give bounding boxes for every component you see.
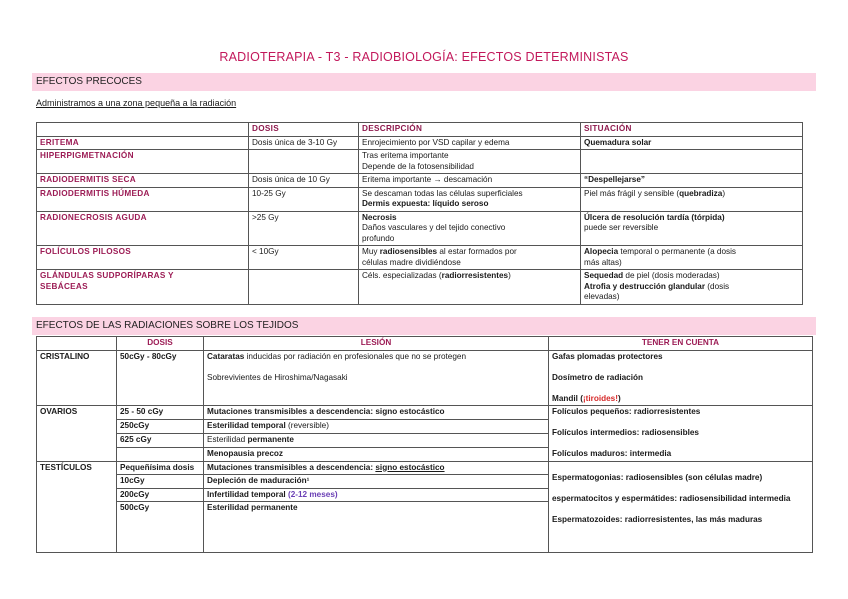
row-descripcion [359,211,581,246]
header-lesion: LESIÓN [204,337,549,351]
row-dosis: 25 - 50 cGy [117,406,204,420]
row-situacion [581,270,803,305]
row-situacion: “Despellejarse” [581,174,803,188]
table-row [37,270,803,305]
lesion-text: inducidas por radiación en profesionales que no se protegen [244,351,466,361]
table-row [37,136,803,150]
page-title: RADIOTERAPIA - T3 - RADIOBIOLOGÍA: EFECTOS DETERMINISTAS [219,50,629,64]
row-name: RADIODERMITIS HÚMEDA [37,187,249,211]
row-tener [549,350,813,406]
row-dosis: 200cGy [117,488,204,502]
header-empty [37,337,117,351]
desc-bold: radiorresistentes [441,271,509,280]
row-descripcion: Eritema importante → descamación [359,174,581,188]
sit-text: de piel (dosis moderadas) [623,271,720,280]
lesion-text: (reversible) [285,420,329,430]
lesion-bold: permanente [247,434,294,444]
row-name: HIPERPIGMETNACIÓN [37,150,249,174]
sit-line [584,247,799,258]
sit-line: elevadas) [584,292,620,301]
spacer [207,383,545,394]
sit-text: (dosis [705,281,730,291]
row-lesion [204,419,549,433]
spacer [552,362,809,373]
tener-line: Folículos intermedios: radiosensibles [552,428,699,437]
table-row-ovarios [37,406,813,420]
row-name: FOLÍCULOS PILOSOS [37,246,249,270]
row-lesion: Depleción de maduración¹ [204,475,549,489]
header-descripcion: DESCRIPCIÓN [359,123,581,137]
tener-line: Espermatozoides: radiorresistentes, las más maduras [552,515,763,524]
sit-bold: Atrofia y destrucción glandular [584,281,706,291]
row-name: RADIONECROSIS AGUDA [37,211,249,246]
name-line: SEBÁCEAS [40,281,88,291]
table-row [37,187,803,211]
row-situacion: Quemadura solar [581,136,803,150]
row-name [37,270,249,305]
desc-text: Muy [362,247,380,256]
row-tener [549,406,813,462]
lesion-bold: Infertilidad temporal [207,489,288,499]
spacer [552,418,809,429]
section-heading-efectos-precoces: EFECTOS PRECOCES [32,73,816,91]
lesion-purple: (2-12 meses) [287,489,338,499]
table-row [37,246,803,270]
sit-text: Piel más frágil y sensible ( [584,188,680,198]
row-descripcion [359,150,581,174]
desc-line: profundo [362,233,395,243]
lesion-bold: Mutaciones transmisibles a descendencia: [207,462,376,472]
table-row [37,150,803,174]
desc-bold: radiosensibles [379,247,438,256]
row-name: RADIODERMITIS SECA [37,174,249,188]
row-dosis: >25 Gy [249,211,359,246]
row-dosis: 500cGy [117,502,204,553]
row-dosis: 10cGy [117,475,204,489]
desc-line: Dermis expuesta: líquido seroso [362,199,489,208]
row-descripcion [359,246,581,270]
header-empty [37,123,249,137]
row-name: CRISTALINO [37,350,117,406]
desc-line: Necrosis [362,212,397,222]
desc-line [362,247,577,258]
row-dosis [117,447,204,461]
tejidos-table [36,336,813,553]
sit-line [584,271,799,282]
lesion-bold: Esterilidad temporal [207,420,286,430]
spacer [552,484,809,495]
lesion-line [207,352,545,363]
sit-line: más altas) [584,257,622,267]
name-line: GLÁNDULAS SUDPORÍPARAS Y [40,271,174,280]
table-header-row [37,337,813,351]
table-row-testiculos [37,461,813,475]
spacer [552,383,809,394]
sit-bold: Alopecia [584,247,619,256]
tener-line: Gafas plomadas protectores [552,351,663,361]
sit-bold: Sequedad [584,271,624,280]
row-dosis: Pequeñísima dosis [117,461,204,475]
row-lesion [204,433,549,447]
tener-text: Mandil ( [552,393,583,403]
row-dosis [249,150,359,174]
spacer [552,505,809,516]
table-row-cristalino [37,350,813,406]
tener-line: Folículos maduros: intermedia [552,449,672,458]
tener-text: ) [617,393,621,403]
lesion-bold: Cataratas [207,351,245,361]
tener-line [552,394,809,405]
row-lesion: Esterilidad permanente [204,502,549,553]
row-situacion [581,246,803,270]
sit-line: puede ser reversible [584,223,659,232]
tener-line: espermatocitos y espermátides: radiosensibilidad intermedia [552,494,791,503]
row-lesion: Menopausia precoz [204,447,549,461]
sit-line: Úlcera de resolución tardía (tórpida) [584,212,725,222]
row-dosis: 10-25 Gy [249,187,359,211]
row-name: OVARIOS [37,406,117,462]
table-row [37,174,803,188]
tener-line: Dosímetro de radiación [552,372,643,382]
sit-text: temporal o permanente (a dosis [618,247,737,256]
table-header-row [37,123,803,137]
lesion-underline: signo estocástico [375,462,445,472]
efectos-precoces-table [36,122,803,305]
desc-line: células madre dividiéndose [362,257,461,267]
row-dosis: 250cGy [117,419,204,433]
row-situacion [581,187,803,211]
lesion-line: Sobrevivientes de Hiroshima/Nagasaki [207,372,348,382]
row-lesion [204,350,549,406]
desc-line: Daños vasculares y del tejido conectivo [362,223,506,232]
row-dosis [249,270,359,305]
row-descripcion: Enrojecimiento por VSD capilar y edema [359,136,581,150]
section-heading-tejidos: EFECTOS DE LAS RADIACIONES SOBRE LOS TEJIDOS [32,317,816,335]
desc-text: ) [508,271,511,280]
desc-text: Céls. especializadas ( [362,271,442,280]
sit-bold: quebradiza [679,188,723,198]
sit-line [584,282,799,293]
row-dosis: < 10Gy [249,246,359,270]
header-dosis: DOSIS [117,337,204,351]
row-dosis: 625 cGy [117,433,204,447]
spacer [552,439,809,450]
header-tener: TENER EN CUENTA [549,337,813,351]
row-dosis: 50cGy - 80cGy [117,350,204,406]
header-situacion: SITUACIÓN [581,123,803,137]
desc-line: Depende de la fotosensibilidad [362,161,474,171]
row-descripcion [359,270,581,305]
row-lesion [204,461,549,475]
tener-red: ¡tiroides! [582,393,618,403]
row-situacion [581,150,803,174]
row-lesion: Mutaciones transmisibles a descendencia: signo estocástico [204,406,549,420]
lesion-text: Esterilidad [207,434,248,444]
tener-line: Espermatogonias: radiosensibles (son células madre) [552,473,763,482]
tener-line: Folículos pequeños: radiorresistentes [552,407,701,416]
row-situacion [581,211,803,246]
desc-line: Tras eritema importante [362,151,449,160]
spacer [207,362,545,373]
table-row [37,211,803,246]
row-name: ERITEMA [37,136,249,150]
desc-text: al estar formados por [437,247,517,256]
row-name: TESTÍCULOS [37,461,117,553]
row-lesion [204,488,549,502]
row-tener [549,461,813,553]
spacer [552,463,809,474]
sit-text: ) [722,188,726,198]
section-subtitle: Administramos a una zona pequeña a la radiación [36,98,237,108]
header-dosis: DOSIS [249,123,359,137]
spacer [207,394,545,405]
row-descripcion [359,187,581,211]
desc-line: Se descaman todas las células superficiales [362,188,523,198]
row-dosis: Dosis única de 10 Gy [249,174,359,188]
row-dosis: Dosis única de 3-10 Gy [249,136,359,150]
